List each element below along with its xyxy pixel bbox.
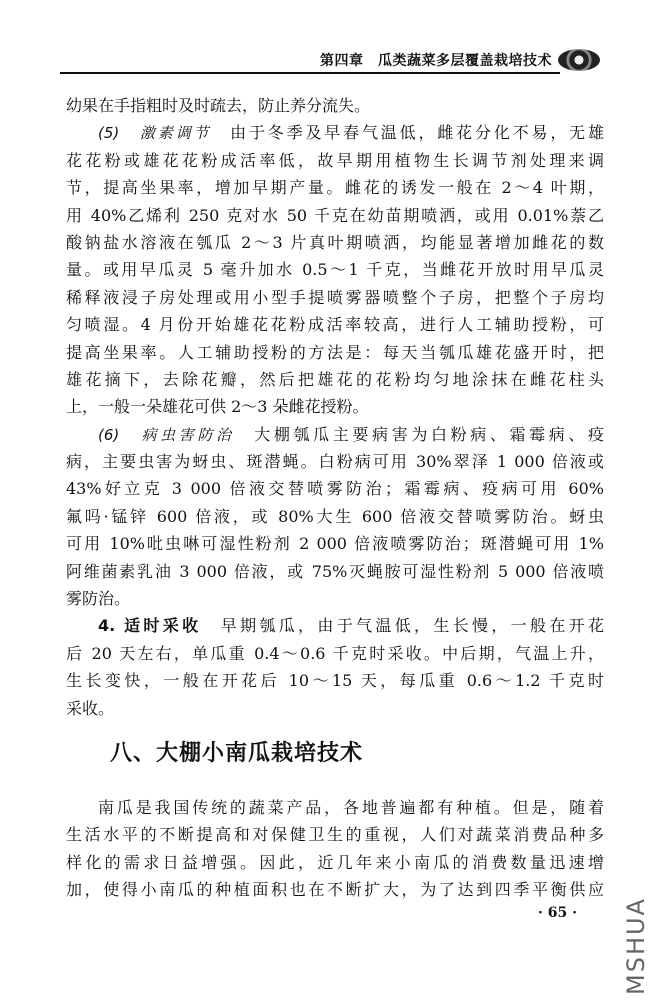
text-line: 样化的需求日益增强。因此，近几年来小南瓜的消费数量迅速增	[66, 852, 604, 872]
text-line: 后 20 天左右，单瓜重 0.4～0.6 千克时采收。中后期，气温上升，	[66, 643, 604, 663]
text-line: 生长变快，一般在开花后 10～15 天，每瓜重 0.6～1.2 千克时	[66, 671, 604, 691]
text-line: 节，提高坐果率，增加早期产量。雌花的诱发一般在 2～4 叶期，	[66, 178, 604, 198]
subsection-label: (5) 激素调节	[98, 124, 212, 143]
text-line: 加，使得小南瓜的种植面积也在不断扩大，为了达到四季平衡供应	[66, 880, 604, 900]
section-heading: 八、大棚小南瓜栽培技术	[110, 741, 364, 766]
header-ornament-icon	[558, 49, 600, 71]
text-line: 用 40%乙烯利 250 克对水 50 千克在幼苗期喷洒，或用 0.01%萘乙	[66, 205, 604, 225]
text-line: 上，一般一朵雄花可供 2～3 朵雌花授粉。	[66, 397, 369, 417]
text-line: 43%好立克 3 000 倍液交替喷雾防治；霜霉病、疫病可用 60%	[66, 479, 604, 499]
running-header	[60, 48, 600, 74]
section-text	[66, 794, 604, 904]
subsection-label: 4. 适时采收	[98, 616, 202, 636]
page-number: · 65 ·	[538, 905, 577, 921]
text-line: 花花粉或雄花花粉成活率低，故早期用植物生长调节剂处理来调	[66, 150, 604, 170]
main-text	[66, 92, 604, 722]
text-line: 提高坐果率。人工辅助授粉的方法是：每天当瓠瓜雄花盛开时，把	[66, 342, 604, 362]
text-line: (5) 激素调节 由于冬季及早春气温低，雌花分化不易，无雄	[98, 123, 604, 143]
text-line: 采收。	[66, 698, 115, 718]
text-line: 匀喷湿。4 月份开始雄花花粉成活率较高，进行人工辅助授粉，可	[66, 315, 604, 335]
text-line: 雄花摘下，去除花瓣，然后把雄花的花粉均匀地涂抹在雌花柱头	[66, 369, 604, 389]
text-line: 量。或用早瓜灵 5 毫升加水 0.5～1 千克，当雌花开放时用早瓜灵	[66, 260, 604, 280]
text-line: 稀释液浸子房处理或用小型手提喷雾器喷整个子房，把整个子房均	[66, 287, 604, 307]
watermark: MSHUA	[622, 897, 650, 995]
text-line: 氟吗·锰锌 600 倍液，或 80%大生 600 倍液交替喷雾防治。蚜虫	[66, 506, 604, 526]
header-rule	[60, 72, 560, 74]
text-line: 可用 10%吡虫啉可湿性粉剂 2 000 倍液喷雾防治；斑潜蝇可用 1%	[66, 534, 604, 554]
text-line: 阿维菌素乳油 3 000 倍液，或 75%灭蝇胺可湿性粉剂 5 000 倍液喷	[66, 561, 604, 581]
text-line: 生活水平的不断提高和对保健卫生的重视，人们对蔬菜消费品种多	[66, 825, 604, 845]
text-line: 雾防治。	[66, 589, 131, 609]
text-line: 南瓜是我国传统的蔬菜产品，各地普遍都有种植。但是，随着	[98, 798, 604, 817]
subsection-label: (6) 病虫害防治	[98, 425, 235, 444]
text-line: 病，主要虫害为蚜虫、斑潜蝇。白粉病可用 30%翠泽 1 000 倍液或	[66, 452, 604, 472]
text-line: 4. 适时采收 早期瓠瓜，由于气温低，生长慢，一般在开花	[98, 616, 604, 636]
text-line: 幼果在手指粗时及时疏去，防止养分流失。	[66, 96, 371, 115]
text-line: 酸钠盐水溶液在瓠瓜 2～3 片真叶期喷洒，均能显著增加雌花的数	[66, 232, 604, 252]
chapter-title: 第四章 瓜类蔬菜多层覆盖栽培技术	[320, 53, 552, 69]
text-line: (6) 病虫害防治 大棚瓠瓜主要病害为白粉病、霜霉病、疫	[98, 424, 604, 444]
